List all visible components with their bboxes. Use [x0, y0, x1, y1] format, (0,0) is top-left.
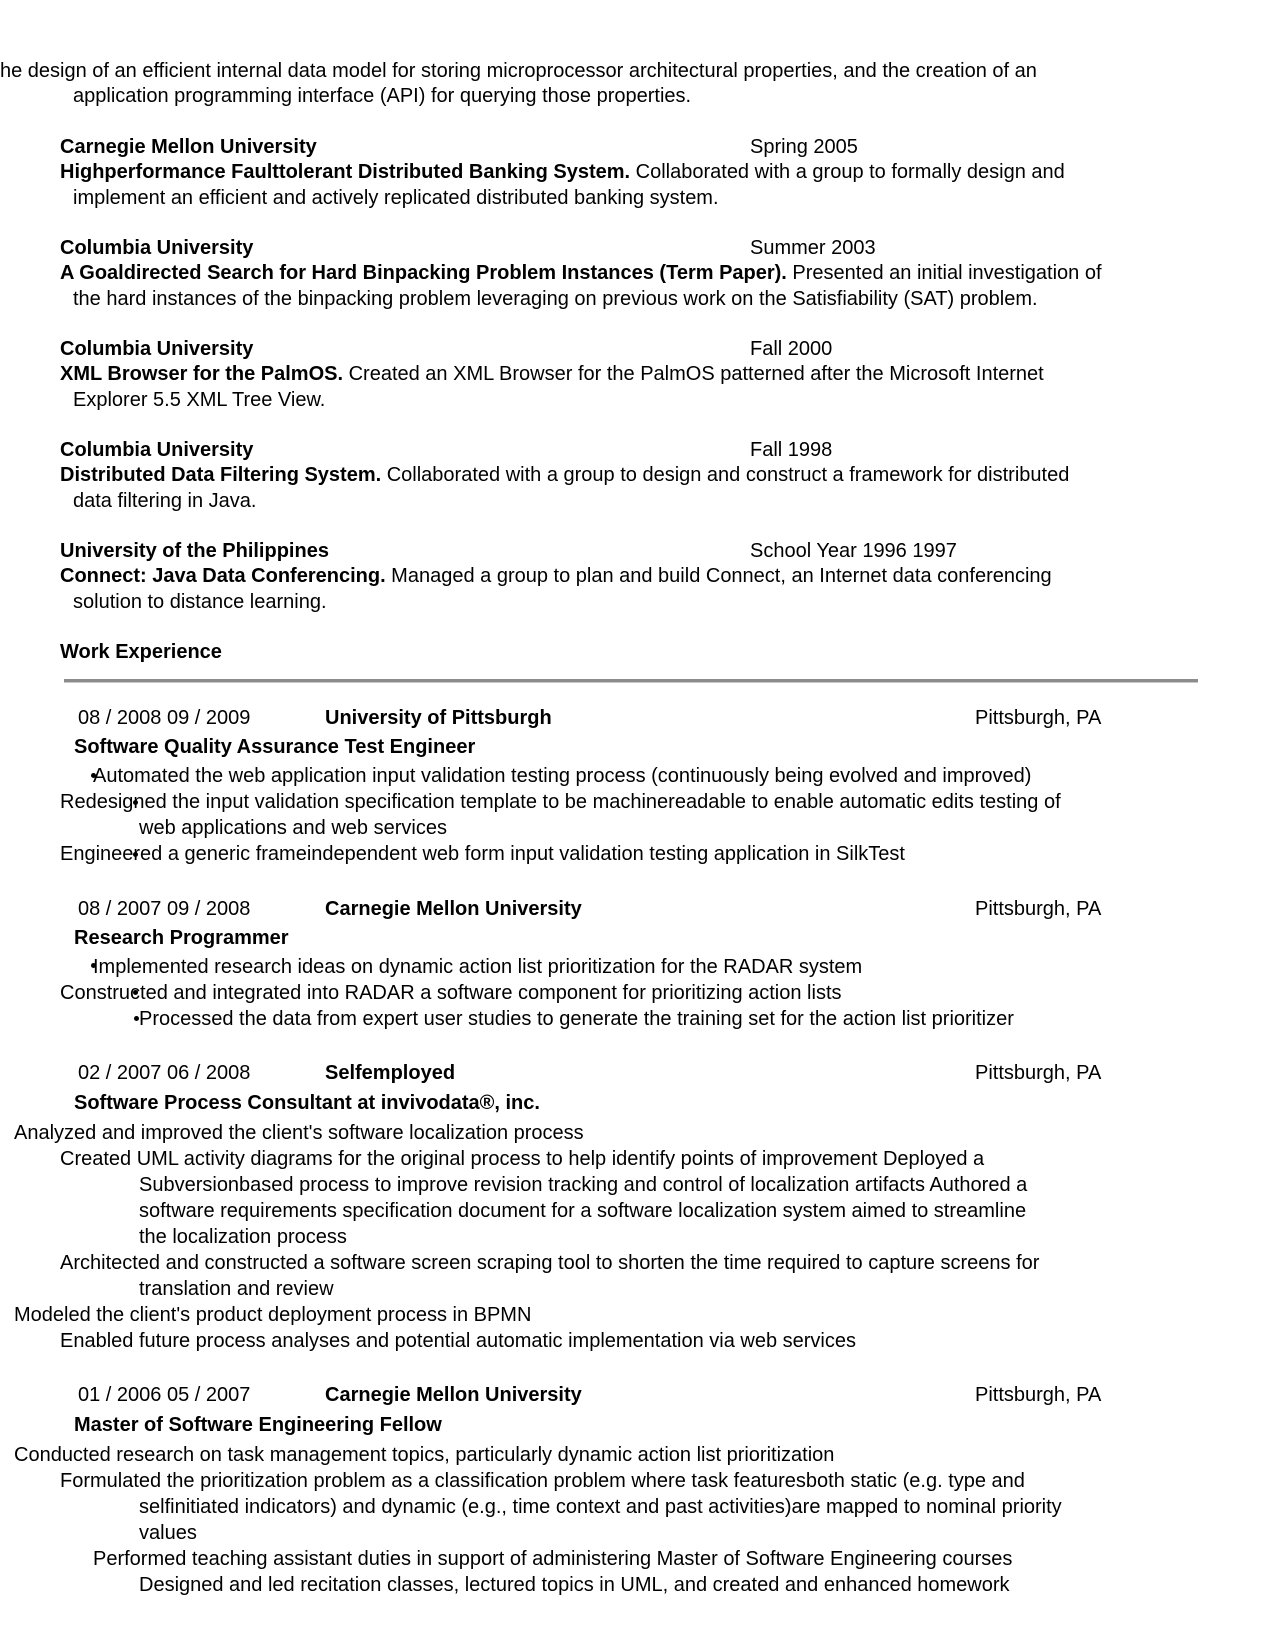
job-bullet-cont: web applications and web services	[139, 817, 447, 839]
job-role: Software Quality Assurance Test Engineer	[74, 736, 476, 758]
job-dates: 01 / 2006 05 / 2007	[78, 1384, 251, 1406]
project-title: XML Browser for the PalmOS.	[60, 363, 344, 385]
job-employer: Selfemployed	[325, 1062, 456, 1084]
job-dates: 08 / 2008 09 / 2009	[78, 707, 251, 729]
job-bullet-cont: translation and review	[139, 1278, 334, 1300]
job-bullet: Enabled future process analyses and potential automatic implementation via web services	[60, 1330, 856, 1352]
project-title: Connect: Java Data Conferencing.	[60, 565, 386, 587]
job-dates: 08 / 2007 09 / 2008	[78, 898, 251, 920]
project-date: Fall 1998	[750, 439, 833, 461]
project-desc-cont: implement an efficient and actively replicated distributed banking system.	[73, 187, 719, 209]
job-role: Research Programmer	[74, 927, 289, 949]
job-bullet-cont: Designed and led recitation classes, lectured topics in UML, and created and enhanced homework	[139, 1574, 1010, 1596]
project-institution: Carnegie Mellon University	[60, 136, 317, 158]
project-desc: Created an XML Browser for the PalmOS patterned after the Microsoft Internet	[343, 363, 1044, 385]
project-desc-cont: solution to distance learning.	[73, 591, 327, 613]
project-date: Fall 2000	[750, 338, 833, 360]
job-bullet: Processed the data from expert user studies to generate the training set for the action list prioritizer	[139, 1008, 1014, 1030]
job-bullet: Formulated the prioritization problem as a classification problem where task featuresboth static (e.g. type and	[60, 1470, 1025, 1492]
job-dates: 02 / 2007 06 / 2008	[78, 1062, 251, 1084]
job-employer: University of Pittsburgh	[325, 707, 552, 729]
project-desc: Collaborated with a group to formally design and	[630, 161, 1065, 183]
job-bullet: Redesigned the input validation specification template to be machinereadable to enable automatic edits testing of	[60, 791, 1061, 813]
intro-line-1: he design of an efficient internal data model for storing microprocessor architectural properties, and the creation of an	[0, 60, 1037, 82]
job-bullet: Conducted research on task management topics, particularly dynamic action list prioritization	[14, 1444, 835, 1466]
job-bullet: Engineered a generic frameindependent web form input validation testing application in SilkTest	[60, 843, 905, 865]
intro-line-2: application programming interface (API) for querying those properties.	[73, 85, 692, 107]
project-date: School Year 1996 1997	[750, 540, 957, 562]
project-description	[60, 361, 1044, 387]
job-bullet-cont: values	[139, 1522, 197, 1544]
project-title: Highperformance Faulttolerant Distributed Banking System.	[60, 161, 631, 183]
job-location: Pittsburgh, PA	[975, 1384, 1102, 1406]
job-bullet: Implemented research ideas on dynamic action list prioritization for the RADAR system	[93, 956, 863, 978]
job-location: Pittsburgh, PA	[975, 898, 1102, 920]
project-desc: Collaborated with a group to design and construct a framework for distributed	[381, 464, 1070, 486]
project-desc-cont: Explorer 5.5 XML Tree View.	[73, 389, 326, 411]
project-description	[60, 462, 1069, 488]
project-date: Spring 2005	[750, 136, 858, 158]
project-institution: Columbia University	[60, 237, 254, 259]
project-title: Distributed Data Filtering System.	[60, 464, 382, 486]
job-role: Master of Software Engineering Fellow	[74, 1414, 442, 1436]
project-desc-cont: data filtering in Java.	[73, 490, 257, 512]
project-desc: Presented an initial investigation of	[786, 262, 1102, 284]
section-heading-work-experience: Work Experience	[60, 641, 222, 663]
job-employer: Carnegie Mellon University	[325, 1384, 582, 1406]
job-bullet: Analyzed and improved the client's software localization process	[14, 1122, 584, 1144]
job-employer: Carnegie Mellon University	[325, 898, 582, 920]
project-description	[60, 563, 1052, 589]
job-bullet: Performed teaching assistant duties in support of administering Master of Software Engineering courses	[93, 1548, 1013, 1570]
job-bullet-cont: selfinitiated indicators) and dynamic (e.g., time context and past activities)are mapped to nominal priority	[139, 1496, 1062, 1518]
job-bullet-cont: the localization process	[139, 1226, 347, 1248]
project-description	[60, 260, 1102, 286]
job-bullet-cont: Subversionbased process to improve revision tracking and control of localization artifacts Authored a	[139, 1174, 1028, 1196]
job-role: Software Process Consultant at invivodata®, inc.	[74, 1092, 540, 1114]
project-institution: University of the Philippines	[60, 540, 329, 562]
job-bullet: Constructed and integrated into RADAR a software component for prioritizing action lists	[60, 982, 842, 1004]
job-location: Pittsburgh, PA	[975, 1062, 1102, 1084]
project-title: A Goaldirected Search for Hard Binpacking Problem Instances (Term Paper).	[60, 262, 787, 284]
job-bullet: Architected and constructed a software screen scraping tool to shorten the time required to capture screens for	[60, 1252, 1040, 1274]
job-bullet-cont: software requirements specification document for a software localization system aimed to streamline	[139, 1200, 1027, 1222]
project-desc-cont: the hard instances of the binpacking problem leveraging on previous work on the Satisfiability (SAT) problem.	[73, 288, 1038, 310]
project-desc: Managed a group to plan and build Connect, an Internet data conferencing	[385, 565, 1052, 587]
project-date: Summer 2003	[750, 237, 876, 259]
job-bullet: Automated the web application input validation testing process (continuously being evolved and improved)	[93, 765, 1032, 787]
section-divider	[64, 679, 1198, 683]
project-institution: Columbia University	[60, 338, 254, 360]
project-description	[60, 159, 1065, 185]
job-location: Pittsburgh, PA	[975, 707, 1102, 729]
job-bullet: Modeled the client's product deployment process in BPMN	[14, 1304, 532, 1326]
job-bullet: Created UML activity diagrams for the original process to help identify points of improvement Deployed a	[60, 1148, 985, 1170]
project-institution: Columbia University	[60, 439, 254, 461]
